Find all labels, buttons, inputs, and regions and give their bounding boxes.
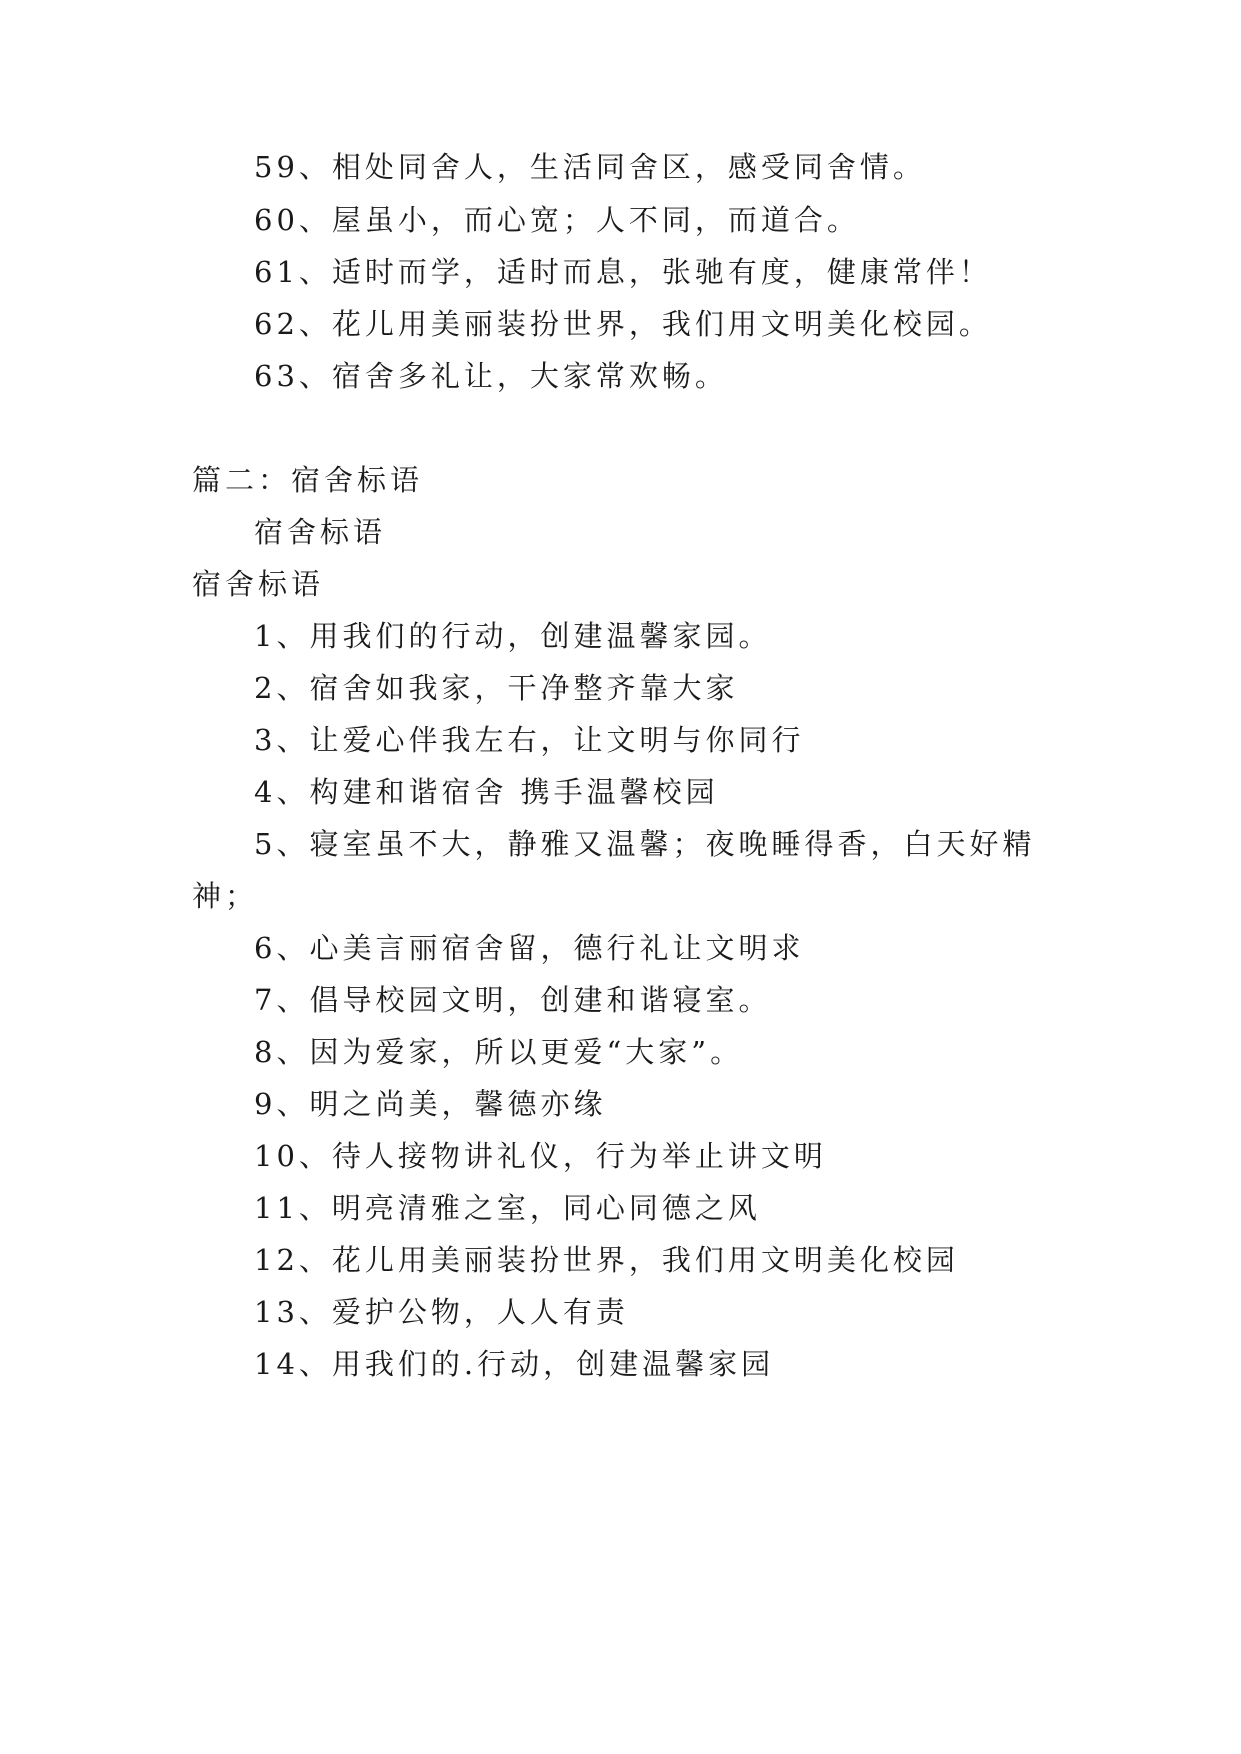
- slogan-item-13: 13、爱护公物，人人有责: [254, 1295, 629, 1329]
- slogan-item-63: 63、宿舍多礼让，大家常欢畅。: [254, 359, 728, 393]
- slogan-item-5-continuation: 神；: [192, 879, 259, 913]
- slogan-item-59: 59、相处同舍人，生活同舍区，感受同舍情。: [254, 150, 926, 184]
- slogan-item-4: 4、构建和谐宿舍 携手温馨校园: [254, 775, 719, 809]
- slogan-item-9: 9、明之尚美，馨德亦缘: [254, 1087, 607, 1121]
- slogan-item-1: 1、用我们的行动，创建温馨家园。: [254, 619, 772, 653]
- slogan-item-61: 61、适时而学，适时而息，张驰有度，健康常伴！: [254, 255, 992, 289]
- slogan-item-2: 2、宿舍如我家，干净整齐靠大家: [254, 671, 739, 705]
- slogan-item-14: 14、用我们的.行动，创建温馨家园: [254, 1347, 775, 1381]
- section-subtitle: 宿舍标语: [254, 515, 387, 549]
- slogan-item-8: 8、因为爱家，所以更爱“大家”。: [254, 1035, 744, 1069]
- slogan-item-3: 3、让爱心伴我左右，让文明与你同行: [254, 723, 805, 757]
- section-label: 宿舍标语: [192, 567, 325, 601]
- slogan-item-5: 5、寝室虽不大，静雅又温馨；夜晚睡得香，白天好精: [254, 827, 1036, 861]
- slogan-item-10: 10、待人接物讲礼仪，行为举止讲文明: [254, 1139, 827, 1173]
- slogan-item-11: 11、明亮清雅之室，同心同德之风: [254, 1191, 761, 1225]
- slogan-item-60: 60、屋虽小，而心宽；人不同，而道合。: [254, 203, 860, 237]
- slogan-item-6: 6、心美言丽宿舍留，德行礼让文明求: [254, 931, 805, 965]
- slogan-item-7: 7、倡导校园文明，创建和谐寝室。: [254, 983, 772, 1017]
- slogan-item-62: 62、花儿用美丽装扮世界，我们用文明美化校园。: [254, 307, 992, 341]
- slogan-item-12: 12、花儿用美丽装扮世界，我们用文明美化校园: [254, 1243, 959, 1277]
- section-heading: 篇二：宿舍标语: [192, 463, 424, 497]
